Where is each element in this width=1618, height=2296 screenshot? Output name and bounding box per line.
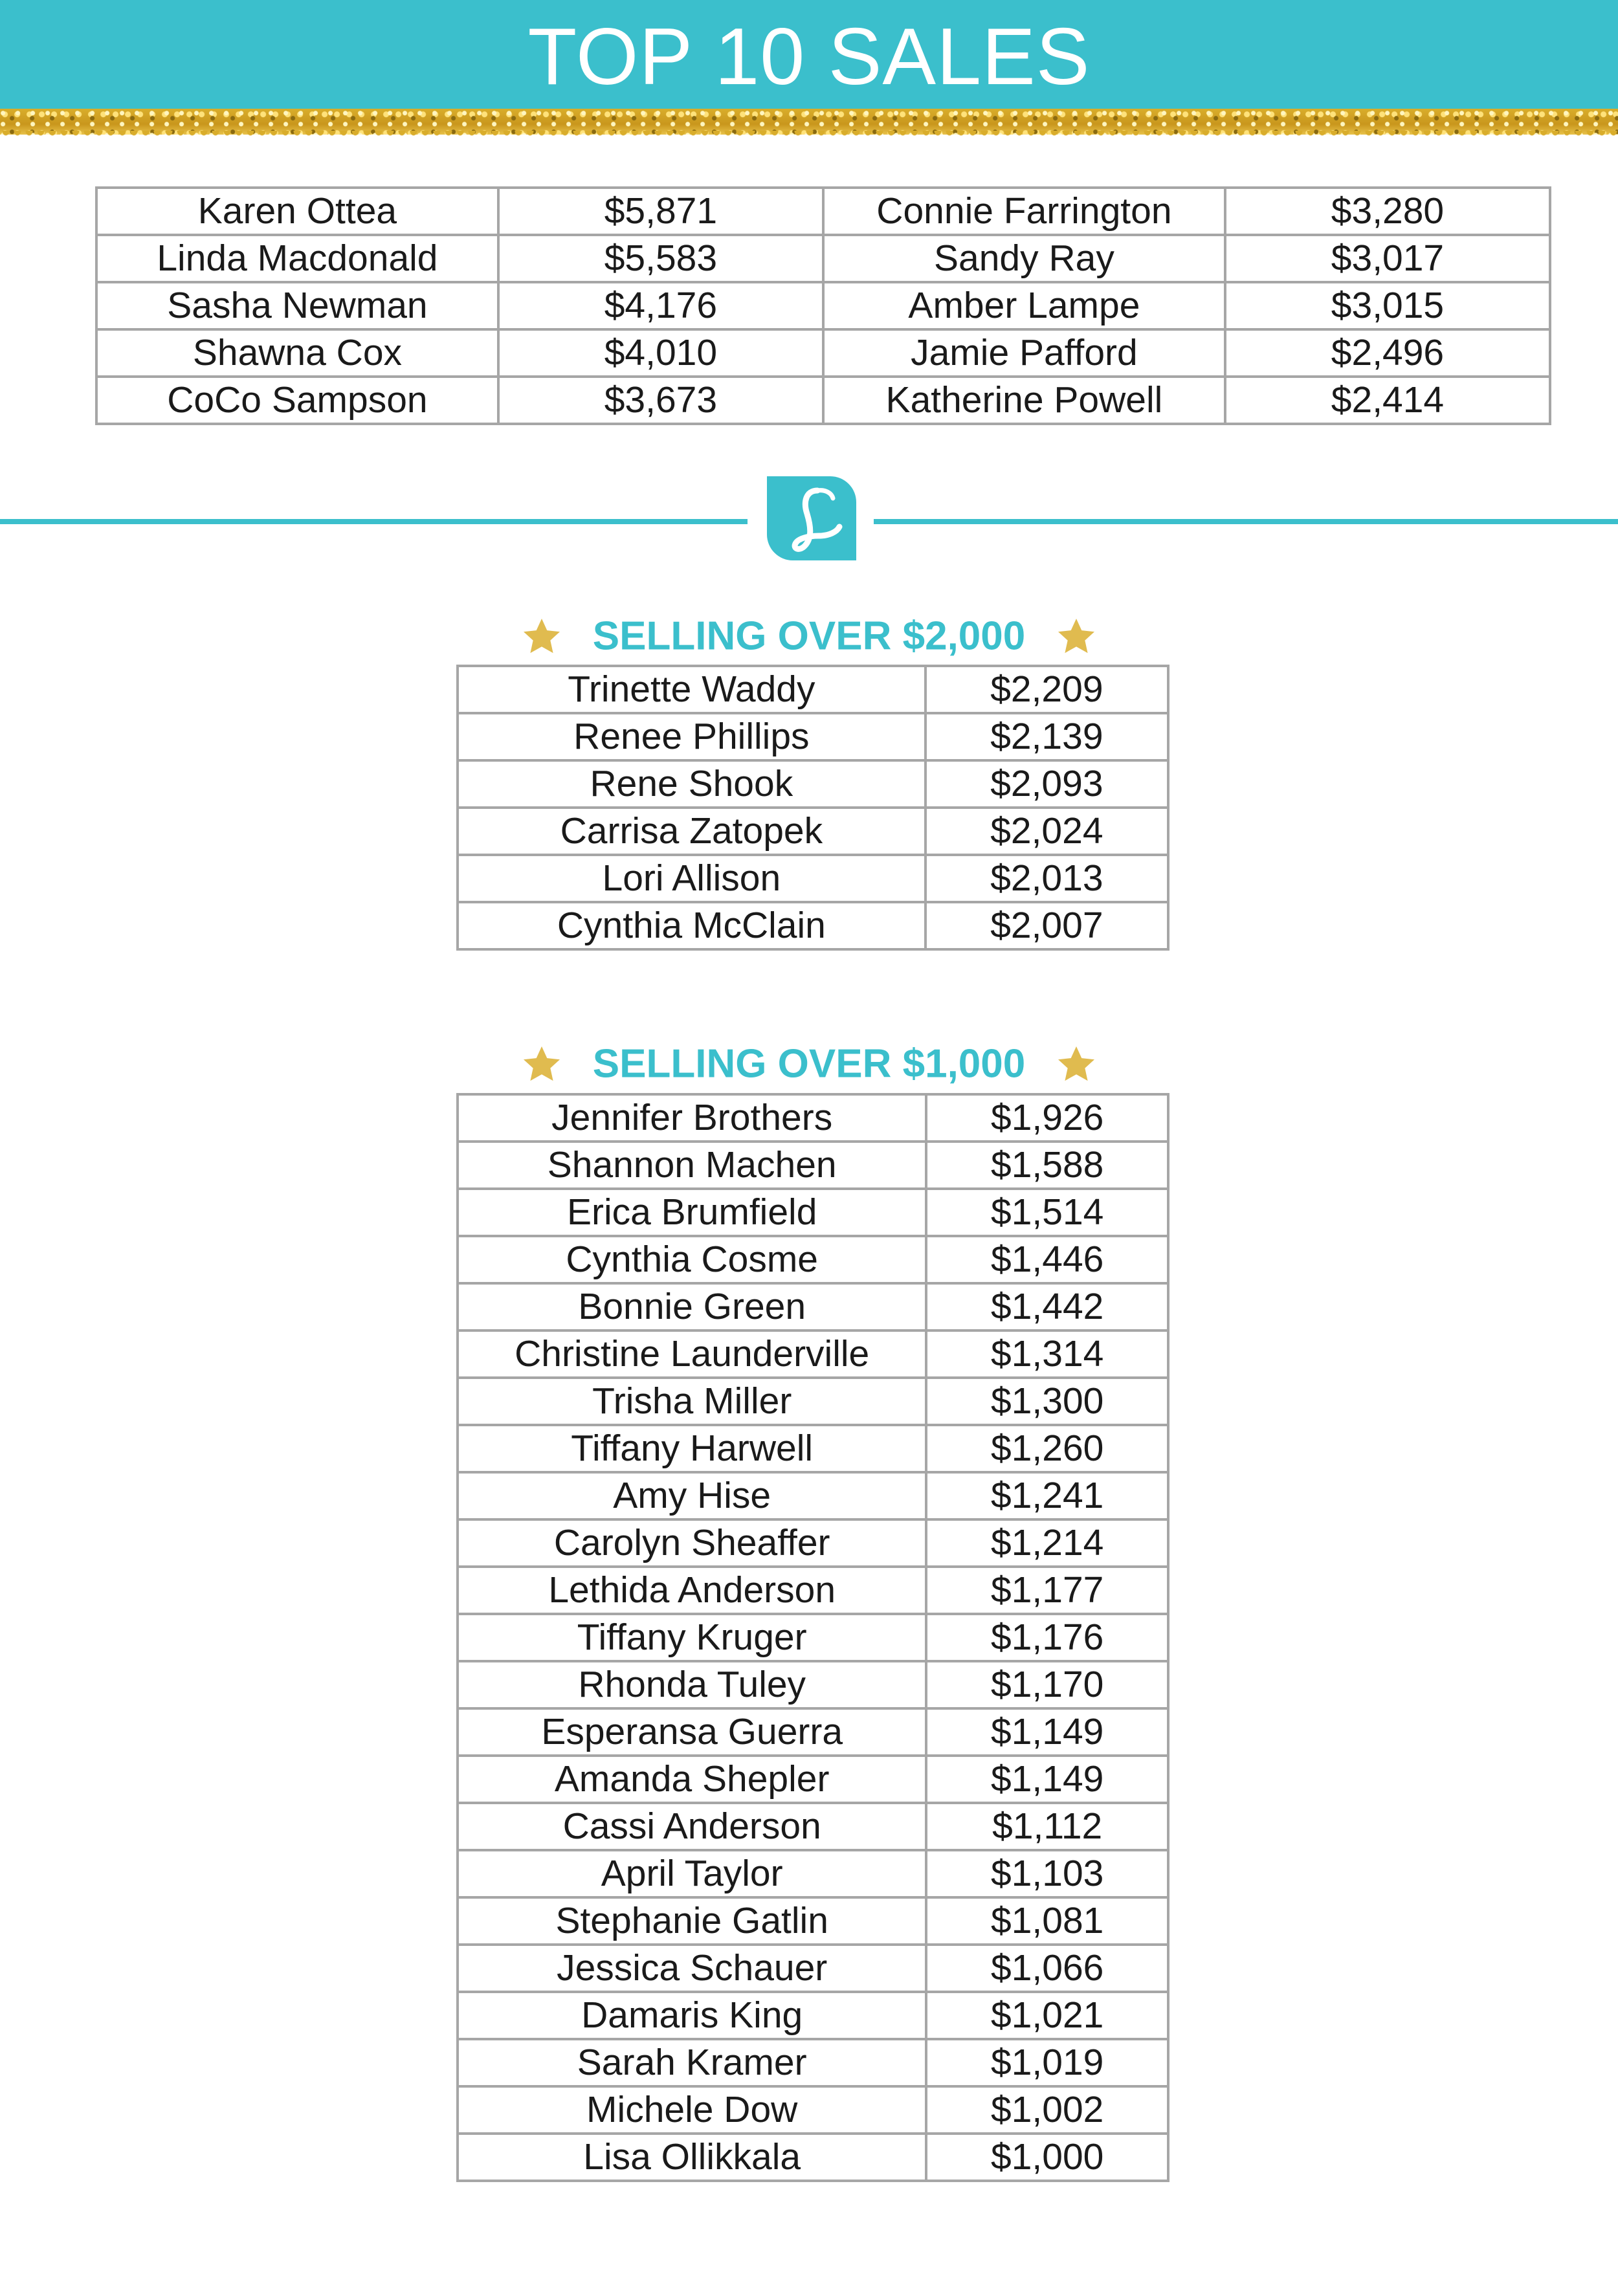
seller-name: Linda Macdonald [96,235,498,282]
table-row [458,1992,1168,2039]
seller-name: Tiffany Harwell [458,1425,926,1472]
sales-amount: $5,583 [498,235,823,282]
table-row [458,1283,1168,1330]
seller-name: Trisha Miller [458,1378,926,1425]
sales-amount: $1,260 [926,1425,1168,1472]
sales-amount: $1,300 [926,1378,1168,1425]
sales-amount: $5,871 [498,188,823,235]
sales-amount: $2,013 [925,855,1168,902]
sales-amount: $1,314 [926,1330,1168,1378]
sales-amount: $1,170 [926,1661,1168,1708]
seller-name: Erica Brumfield [458,1189,926,1236]
table-row [458,1567,1168,1614]
table-row [458,1708,1168,1756]
seller-name: Tiffany Kruger [458,1614,926,1661]
table-row [458,1330,1168,1378]
table-row [458,1614,1168,1661]
seller-name: Amy Hise [458,1472,926,1519]
sales-amount: $1,103 [926,1850,1168,1897]
table-row [458,1661,1168,1708]
sales-amount: $1,926 [926,1094,1168,1142]
seller-name: Renee Phillips [458,713,925,760]
seller-name: Cynthia McClain [458,902,925,949]
sales-amount: $1,002 [926,2086,1168,2134]
seller-name: Stephanie Gatlin [458,1897,926,1945]
table-row [458,1945,1168,1992]
star-icon [520,1044,563,1085]
seller-name: Carrisa Zatopek [458,808,925,855]
table-row [458,2039,1168,2086]
over1000-heading-text: SELLING OVER $1,000 [592,1041,1026,1087]
sales-amount: $1,066 [926,1945,1168,1992]
table-row [458,855,1168,902]
seller-name: Rhonda Tuley [458,1661,926,1708]
sales-amount: $2,209 [925,666,1168,713]
seller-name: Katherine Powell [823,377,1225,424]
seller-name: Trinette Waddy [458,666,925,713]
sales-amount: $1,446 [926,1236,1168,1283]
table-row [458,760,1168,808]
seller-name: Jessica Schauer [458,1945,926,1992]
sales-amount: $1,177 [926,1567,1168,1614]
sales-amount: $2,496 [1225,329,1550,377]
over2000-heading [0,608,1618,663]
table-row [458,1189,1168,1236]
divider-line-left [0,519,748,524]
seller-name: Jennifer Brothers [458,1094,926,1142]
table-row [458,808,1168,855]
seller-name: Sandy Ray [823,235,1225,282]
table-row [96,188,1550,235]
seller-name: Cassi Anderson [458,1803,926,1850]
seller-name: Rene Shook [458,760,925,808]
over1000-heading [0,1036,1618,1090]
seller-name: Sarah Kramer [458,2039,926,2086]
table-row [458,2086,1168,2134]
seller-name: Connie Farrington [823,188,1225,235]
sales-amount: $2,414 [1225,377,1550,424]
table-row [458,1425,1168,1472]
header-banner [0,0,1618,114]
sales-amount: $1,081 [926,1897,1168,1945]
seller-name: Damaris King [458,1992,926,2039]
seller-name: April Taylor [458,1850,926,1897]
sales-amount: $3,017 [1225,235,1550,282]
sales-amount: $1,514 [926,1189,1168,1236]
seller-name: Amanda Shepler [458,1756,926,1803]
sales-amount: $2,093 [925,760,1168,808]
seller-name: Carolyn Sheaffer [458,1519,926,1567]
table-row [458,1236,1168,1283]
table-row [96,377,1550,424]
seller-name: Lori Allison [458,855,925,902]
table-row [458,2134,1168,2181]
sales-amount: $1,442 [926,1283,1168,1330]
sales-amount: $1,000 [926,2134,1168,2181]
table-row [458,1756,1168,1803]
star-icon [520,616,563,657]
top10-table [95,186,1551,425]
table-row [458,1094,1168,1142]
sales-amount: $1,112 [926,1803,1168,1850]
sales-amount: $2,007 [925,902,1168,949]
star-icon [1055,1044,1098,1085]
sales-amount: $1,214 [926,1519,1168,1567]
divider-line-right [874,519,1618,524]
sales-amount: $1,149 [926,1708,1168,1756]
sales-amount: $3,015 [1225,282,1550,329]
table-row [458,1142,1168,1189]
star-icon [1055,616,1098,657]
sales-amount: $2,024 [925,808,1168,855]
seller-name: Shawna Cox [96,329,498,377]
seller-name: Michele Dow [458,2086,926,2134]
table-row [458,1897,1168,1945]
over2000-heading-text: SELLING OVER $2,000 [592,613,1026,659]
sales-amount: $1,241 [926,1472,1168,1519]
seller-name: Bonnie Green [458,1283,926,1330]
seller-name: Amber Lampe [823,282,1225,329]
table-row [458,1519,1168,1567]
sales-amount: $3,673 [498,377,823,424]
seller-name: Lisa Ollikkala [458,2134,926,2181]
sales-amount: $1,149 [926,1756,1168,1803]
table-row [458,1378,1168,1425]
seller-name: Shannon Machen [458,1142,926,1189]
table-row [96,282,1550,329]
seller-name: Esperansa Guerra [458,1708,926,1756]
sales-amount: $1,019 [926,2039,1168,2086]
table-row [458,713,1168,760]
table-row [458,666,1168,713]
seller-name: Christine Launderville [458,1330,926,1378]
seller-name: Cynthia Cosme [458,1236,926,1283]
sales-amount: $4,010 [498,329,823,377]
table-row [458,902,1168,949]
seller-name: Lethida Anderson [458,1567,926,1614]
sales-amount: $2,139 [925,713,1168,760]
sales-amount: $3,280 [1225,188,1550,235]
sales-amount: $1,588 [926,1142,1168,1189]
page-title: TOP 10 SALES [527,12,1091,102]
table-row [458,1472,1168,1519]
table-row [96,329,1550,377]
seller-name: CoCo Sampson [96,377,498,424]
table-row [458,1850,1168,1897]
sales-amount: $4,176 [498,282,823,329]
sales-amount: $1,176 [926,1614,1168,1661]
sales-amount: $1,021 [926,1992,1168,2039]
seller-name: Karen Ottea [96,188,498,235]
over2000-table [456,665,1169,951]
table-row [458,1803,1168,1850]
seller-name: Jamie Pafford [823,329,1225,377]
table-row [96,235,1550,282]
seller-name: Sasha Newman [96,282,498,329]
brand-logo-icon [767,476,856,560]
gold-glitter-border [0,109,1618,135]
over1000-table [456,1093,1169,2182]
